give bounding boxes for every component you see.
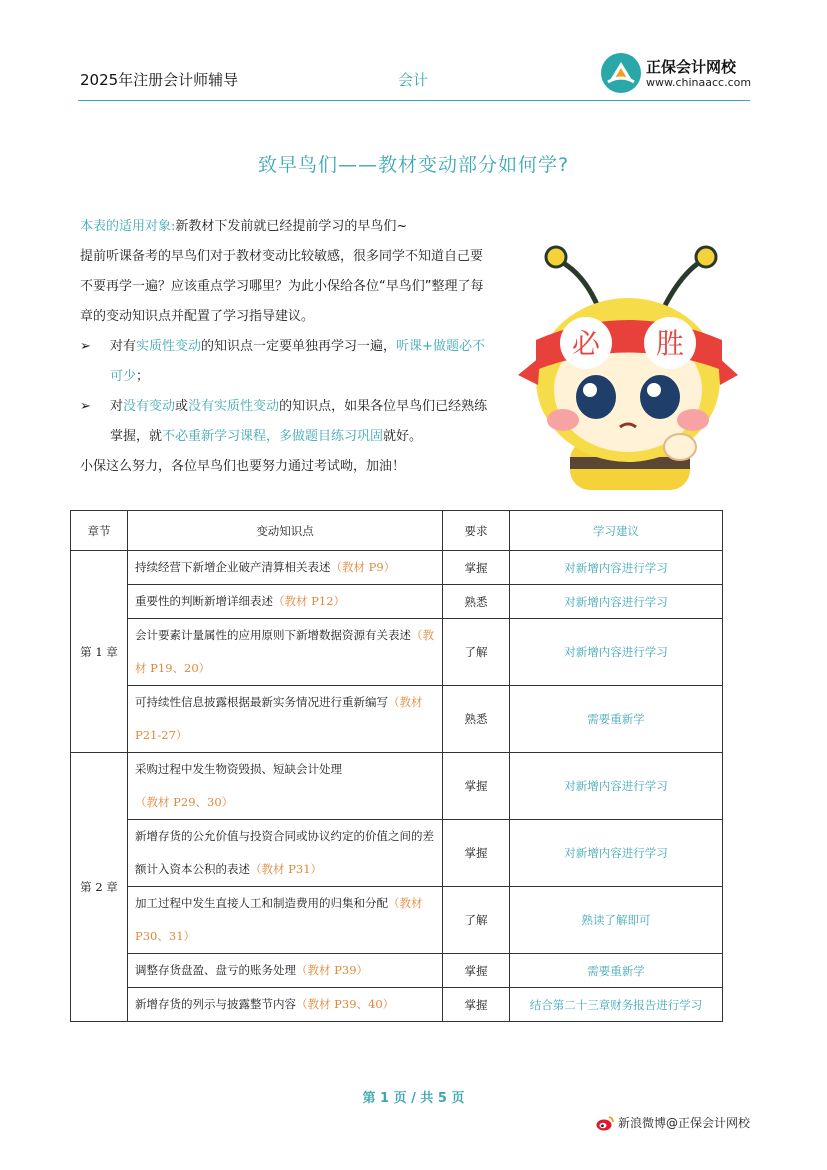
requirement-cell: 了解 bbox=[443, 619, 510, 686]
logo-emblem-icon bbox=[600, 52, 642, 94]
textbook-ref: （教材 P19、20） bbox=[135, 628, 434, 675]
highlight-must-study: 听课+做题必不可少 bbox=[110, 339, 485, 384]
bee-mascot-illustration bbox=[508, 245, 748, 490]
highlight-substantive: 实质性变动 bbox=[136, 339, 202, 354]
requirement-cell: 掌握 bbox=[443, 551, 510, 585]
highlight-no-substantive: 没有实质性变动 bbox=[188, 399, 280, 414]
change-point-cell: 会计要素计量属性的应用原则下新增数据资源有关表述（教材 P19、20） bbox=[128, 619, 443, 686]
change-point-cell: 新增存货的公允价值与投资合同或协议约定的价值之间的差额计入资本公积的表述（教材 P31） bbox=[128, 820, 443, 887]
requirement-cell: 掌握 bbox=[443, 753, 510, 820]
header-requirement: 要求 bbox=[443, 511, 510, 551]
weibo-credit[interactable] bbox=[596, 1114, 750, 1131]
advice-cell: 需要重新学 bbox=[510, 954, 723, 988]
headband-char-left: 必 bbox=[571, 327, 601, 360]
chapter-cell: 第 1 章 bbox=[71, 551, 128, 753]
table-header-row bbox=[71, 511, 723, 551]
bullet-substantive: ➢ 对有实质性变动的知识点一定要单独再学习一遍，听课+做题必不可少； bbox=[80, 332, 493, 392]
highlight-practice: 不必重新学习课程，多做题目练习巩固 bbox=[162, 429, 384, 444]
textbook-ref: （教材 P9） bbox=[330, 560, 396, 574]
header-change-point: 变动知识点 bbox=[128, 511, 443, 551]
table-row bbox=[71, 887, 723, 954]
closing-line: 小保这么努力，各位早鸟们也要努力通过考试呦，加油！ bbox=[80, 459, 406, 474]
intro-section bbox=[80, 212, 500, 482]
header-course-title: 2025年注册会计师辅导 bbox=[80, 71, 239, 89]
change-point-cell: 加工过程中发生直接人工和制造费用的归集和分配（教材 P30、31） bbox=[128, 887, 443, 954]
textbook-ref: （教材 P21-27） bbox=[135, 695, 423, 742]
table-row bbox=[71, 954, 723, 988]
advice-cell: 对新增内容进行学习 bbox=[510, 551, 723, 585]
textbook-ref: （教材 P39、40） bbox=[296, 997, 395, 1011]
requirement-cell: 掌握 bbox=[443, 820, 510, 887]
header-chapter: 章节 bbox=[71, 511, 128, 551]
textbook-ref: （教材 P29、30） bbox=[135, 795, 234, 809]
change-point-cell: 新增存货的列示与披露整节内容（教材 P39、40） bbox=[128, 988, 443, 1022]
header-divider bbox=[78, 100, 750, 101]
table-row bbox=[71, 820, 723, 887]
advice-cell: 对新增内容进行学习 bbox=[510, 585, 723, 619]
weibo-text: 新浪微博@正保会计网校 bbox=[618, 1116, 751, 1130]
header-advice: 学习建议 bbox=[510, 511, 723, 551]
page-number: 第 1 页 / 共 5 页 bbox=[362, 1091, 465, 1106]
audience-text: 新教材下发前就已经提前学习的早鸟们~ bbox=[175, 219, 408, 234]
page-title: 致早鸟们——教材变动部分如何学? bbox=[257, 154, 570, 176]
requirement-cell: 熟悉 bbox=[443, 585, 510, 619]
chapter-cell: 第 2 章 bbox=[71, 753, 128, 1022]
intro-paragraph: 提前听课备考的早鸟们对于教材变动比较敏感，很多同学不知道自己要不要再学一遍？应该重点学习哪里？为此小保给各位“早鸟们”整理了每章的变动知识点并配置了学习指导建议。 bbox=[80, 249, 484, 324]
table-row bbox=[71, 551, 723, 585]
textbook-ref: （教材 P12） bbox=[273, 594, 346, 608]
textbook-ref: （教材 P39） bbox=[296, 963, 369, 977]
logo-url: www.chinaacc.com bbox=[646, 76, 752, 89]
audience-line bbox=[80, 212, 500, 242]
textbook-ref: （教材 P31） bbox=[250, 862, 323, 876]
requirement-cell: 熟悉 bbox=[443, 686, 510, 753]
advice-cell: 对新增内容进行学习 bbox=[510, 619, 723, 686]
textbook-changes-table bbox=[70, 510, 723, 1022]
table-row bbox=[71, 988, 723, 1022]
highlight-no-change: 没有变动 bbox=[123, 399, 176, 414]
bullet-no-change: ➢ 对没有变动或没有实质性变动的知识点，如果各位早鸟们已经熟练掌握，就不必重新学习课程，多做题目练习巩固就好。 bbox=[80, 392, 493, 452]
requirement-cell: 掌握 bbox=[443, 988, 510, 1022]
logo-name: 正保会计网校 bbox=[646, 58, 737, 76]
table-row bbox=[71, 585, 723, 619]
textbook-ref: （教材 P30、31） bbox=[135, 896, 423, 943]
headband-char-right: 胜 bbox=[655, 327, 685, 360]
advice-cell: 对新增内容进行学习 bbox=[510, 753, 723, 820]
requirement-cell: 了解 bbox=[443, 887, 510, 954]
chinaacc-logo[interactable] bbox=[600, 52, 750, 96]
table-row bbox=[71, 619, 723, 686]
weibo-icon bbox=[596, 1116, 614, 1131]
table-row bbox=[71, 686, 723, 753]
change-point-cell: 重要性的判断新增详细表述（教材 P12） bbox=[128, 585, 443, 619]
header-subject: 会计 bbox=[398, 71, 429, 89]
arrow-bullet-icon: ➢ bbox=[80, 399, 91, 414]
change-point-cell: 可持续性信息披露根据最新实务情况进行重新编写（教材 P21-27） bbox=[128, 686, 443, 753]
change-point-cell: 持续经营下新增企业破产清算相关表述（教材 P9） bbox=[128, 551, 443, 585]
advice-cell: 熟读了解即可 bbox=[510, 887, 723, 954]
table-row bbox=[71, 753, 723, 820]
advice-cell: 需要重新学 bbox=[510, 686, 723, 753]
arrow-bullet-icon: ➢ bbox=[80, 339, 91, 354]
change-point-cell: 采购过程中发生物资毁损、短缺会计处理（教材 P29、30） bbox=[128, 753, 443, 820]
change-point-cell: 调整存货盘盈、盘亏的账务处理（教材 P39） bbox=[128, 954, 443, 988]
advice-cell: 结合第二十三章财务报告进行学习 bbox=[510, 988, 723, 1022]
requirement-cell: 掌握 bbox=[443, 954, 510, 988]
audience-label: 本表的适用对象: bbox=[80, 219, 176, 234]
advice-cell: 对新增内容进行学习 bbox=[510, 820, 723, 887]
